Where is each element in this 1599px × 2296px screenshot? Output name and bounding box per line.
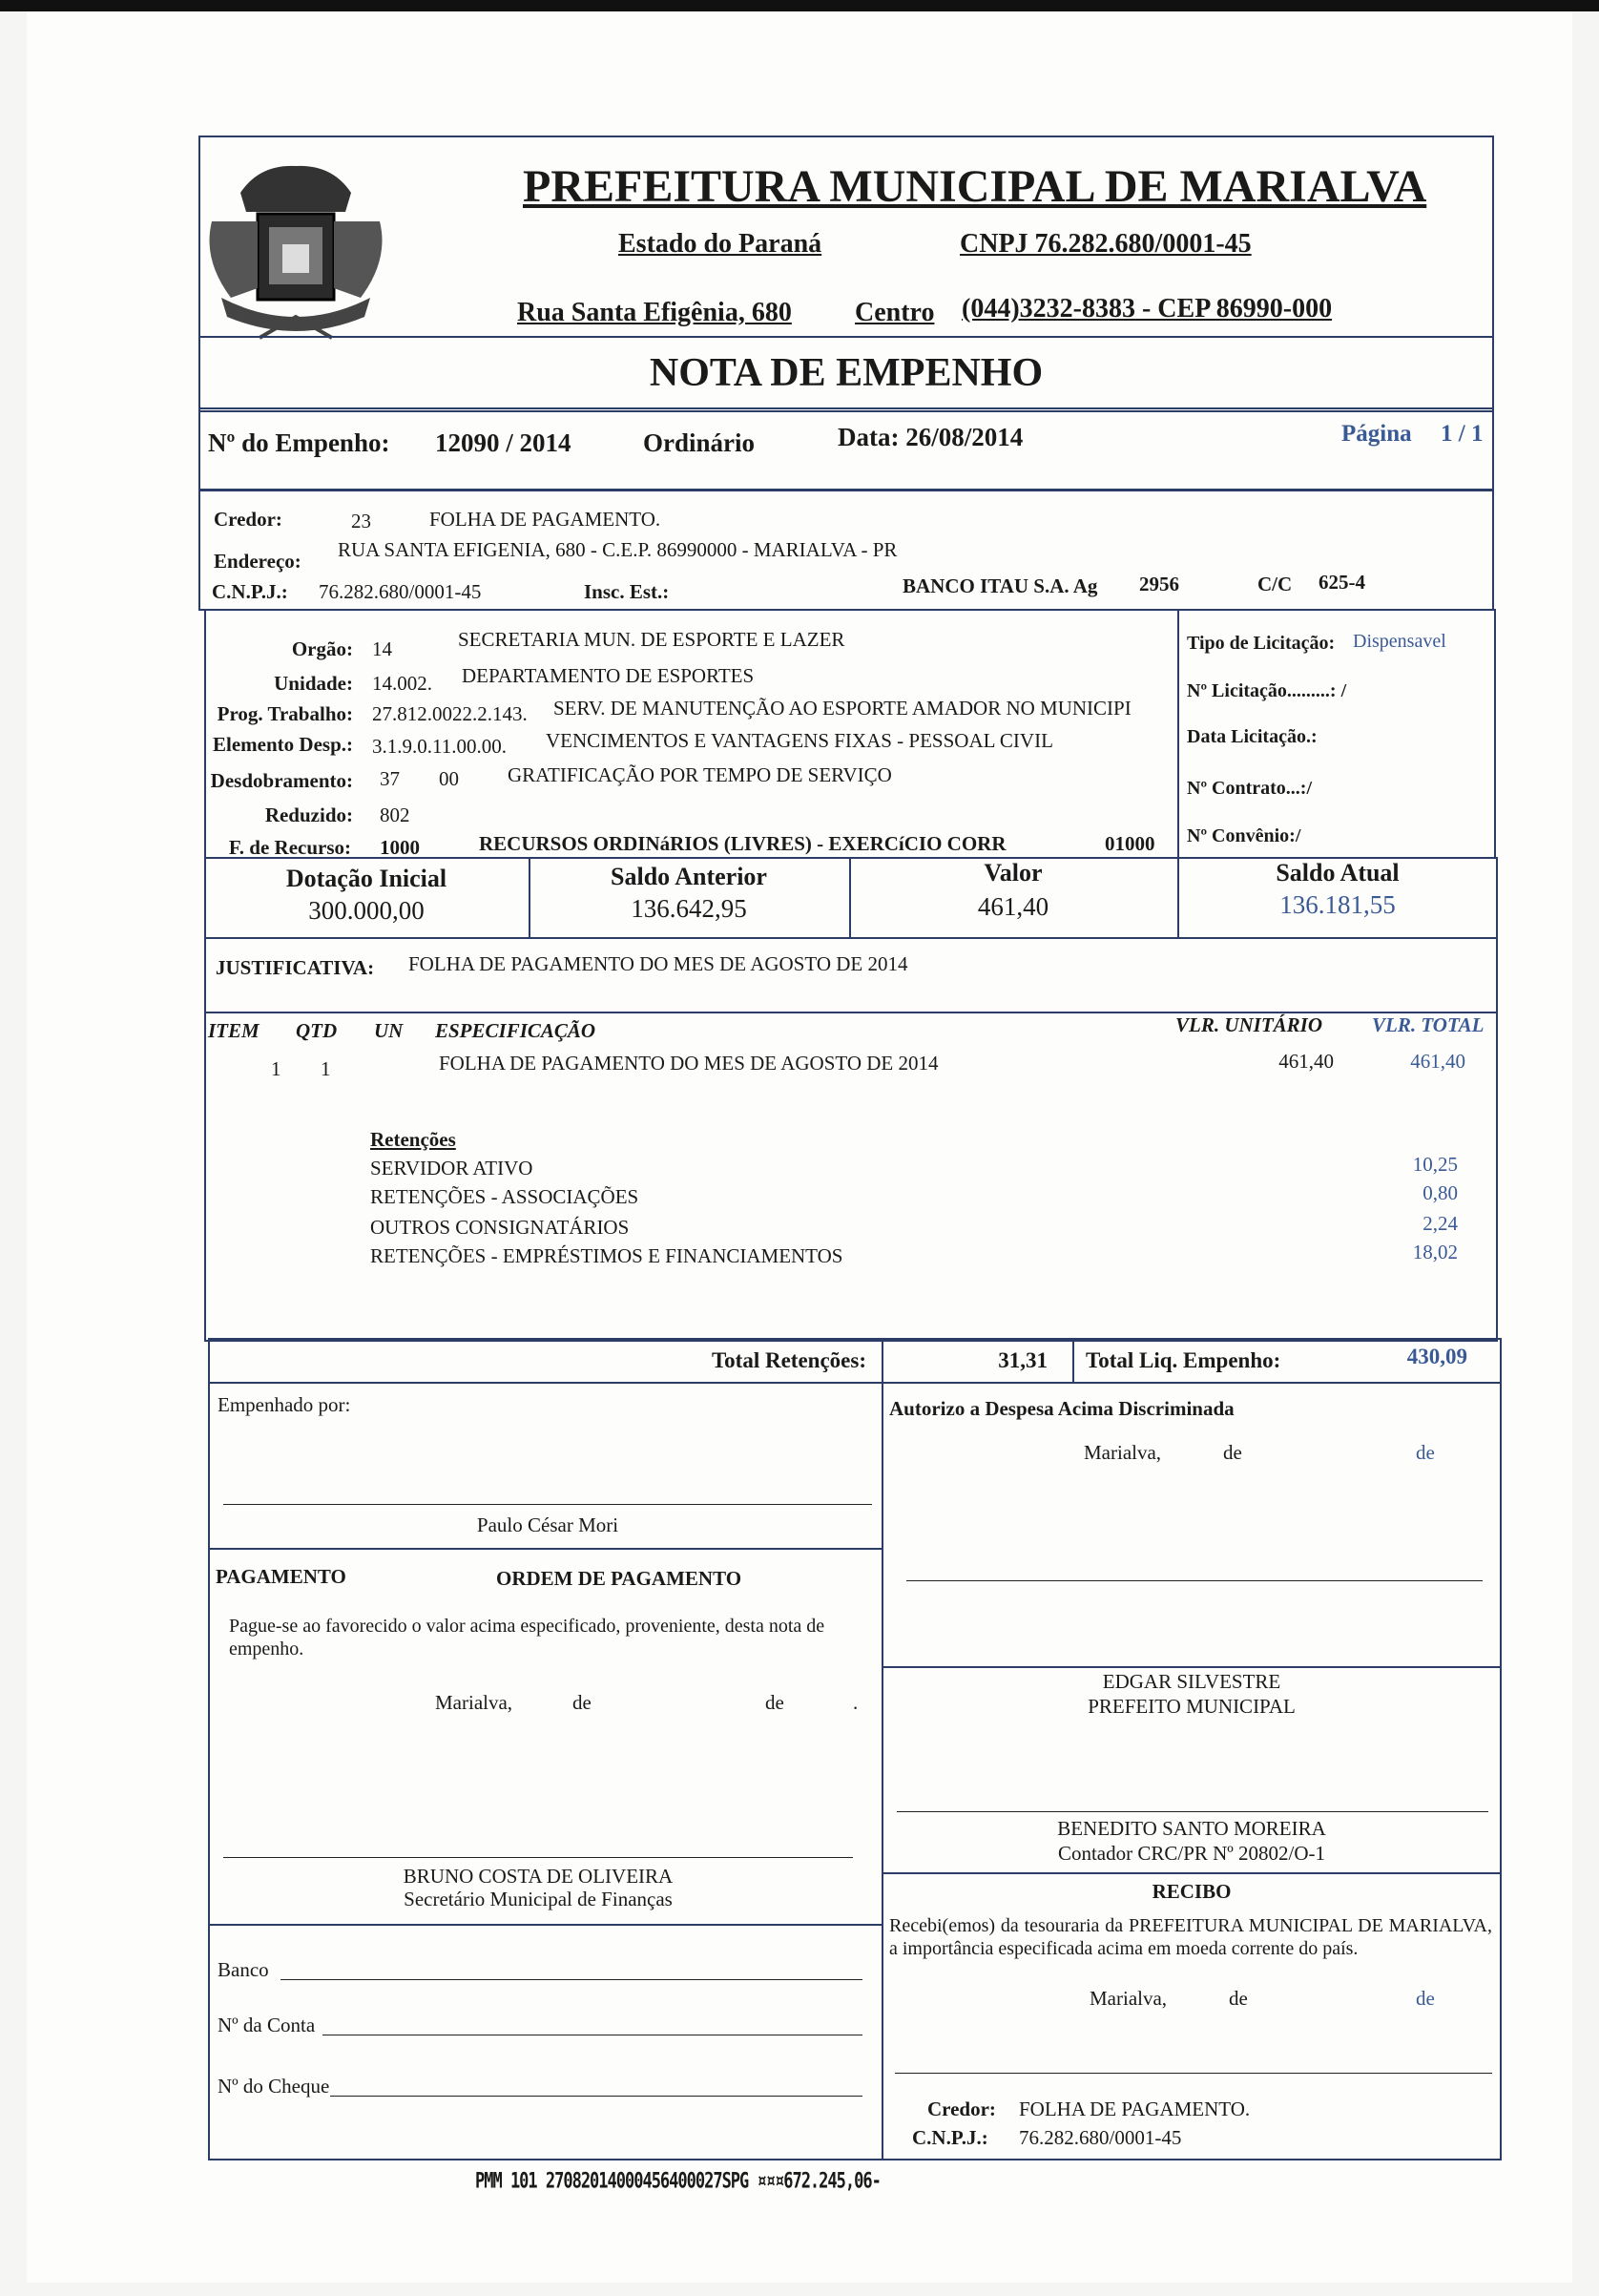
pagamento-signature-line <box>223 1857 853 1858</box>
valor-value: 461,40 <box>977 892 1049 921</box>
autorizo-de-1: de <box>1223 1441 1242 1464</box>
retencao-label: RETENÇÕES - ASSOCIAÇÕES <box>370 1185 639 1208</box>
saldo-anterior-label: Saldo Anterior <box>611 863 767 890</box>
saldo-atual-value: 136.181,55 <box>1279 890 1396 919</box>
prefeito-role: PREFEITO MUNICIPAL <box>1088 1695 1296 1718</box>
credor-name: FOLHA DE PAGAMENTO. <box>429 508 661 531</box>
empenhado-label: Empenhado por: <box>218 1393 351 1416</box>
empenhado-bottom-line <box>208 1548 882 1550</box>
cnpj-label: C.N.P.J.: <box>212 580 288 603</box>
pagamento-de-1: de <box>572 1691 592 1714</box>
lower-divider <box>882 1382 883 2160</box>
total-liquido-label: Total Liq. Empenho: <box>1086 1348 1281 1372</box>
pagamento-signer-role: Secretário Municipal de Finanças <box>404 1888 673 1910</box>
unidade-label: Unidade: <box>274 672 353 695</box>
pagamento-text: Pague-se ao favorecido o valor acima especificado, proveniente, desta nota de empenho. <box>229 1616 825 1659</box>
recibo-cnpj: 76.282.680/0001-45 <box>1019 2126 1182 2149</box>
retencao-value: 10,25 <box>1412 1153 1458 1176</box>
recibo-credor: FOLHA DE PAGAMENTO. <box>1019 2098 1251 2120</box>
scan-edge <box>0 0 1599 11</box>
justificativa-label: JUSTIFICATIVA: <box>216 956 375 979</box>
elemento-name: VENCIMENTOS E VANTAGENS FIXAS - PESSOAL CIVIL <box>546 729 1053 752</box>
banco-field[interactable] <box>280 1979 862 1980</box>
credor-cnpj: 76.282.680/0001-45 <box>319 580 482 603</box>
recurso-label: F. de Recurso: <box>228 836 351 859</box>
header-cnpj: CNPJ 76.282.680/0001-45 <box>960 229 1252 259</box>
recibo-title: RECIBO <box>1152 1880 1232 1903</box>
empenho-number: 12090 / 2014 <box>435 428 571 457</box>
autorizo-de-2: de <box>1416 1441 1435 1464</box>
desdob-label: Desdobramento: <box>210 769 353 792</box>
dotacao-inicial-value: 300.000,00 <box>308 896 425 925</box>
col-spec: ESPECIFICAÇÃO <box>435 1019 596 1042</box>
reduzido-value: 802 <box>380 804 410 826</box>
cc-number: 625-4 <box>1319 571 1365 594</box>
ordem-pagamento: ORDEM DE PAGAMENTO <box>496 1567 742 1590</box>
elemento-code: 3.1.9.0.11.00.00. <box>372 735 507 758</box>
recibo-de-1: de <box>1229 1987 1248 2010</box>
municipality-title: PREFEITURA MUNICIPAL DE MARIALVA <box>523 161 1427 212</box>
retencao-value: 2,24 <box>1422 1212 1458 1235</box>
unidade-name: DEPARTAMENTO DE ESPORTES <box>462 664 755 687</box>
banco-label: Banco <box>218 1958 269 1981</box>
conta-label: Nº da Conta <box>218 2014 316 2036</box>
licitacao-date: Data Licitação.: <box>1187 726 1318 747</box>
contador-signature-line <box>897 1811 1488 1812</box>
address-label: Endereço: <box>214 550 301 573</box>
prog-label: Prog. Trabalho: <box>217 702 353 725</box>
recibo-text: Recebi(emos) da tesouraria da PREFEITURA MUNICIPAL DE MARIALVA, a importância especificada acima em moeda corrente do país. <box>889 1915 1492 1959</box>
valor-label: Valor <box>984 859 1043 887</box>
empenho-number-label: Nº do Empenho: <box>208 428 390 457</box>
contador-name: BENEDITO SANTO MOREIRA <box>1057 1817 1326 1840</box>
cc-label: C/C <box>1257 573 1293 595</box>
dotacao-inicial-label: Dotação Inicial <box>285 865 447 892</box>
contador-bottom-line <box>882 1872 1502 1874</box>
lower-frame <box>208 1382 1502 2160</box>
col-un: UN <box>374 1019 404 1042</box>
insc-label: Insc. Est.: <box>584 580 670 603</box>
pagamento-signer: BRUNO COSTA DE OLIVEIRA <box>403 1865 674 1888</box>
row-item: 1 <box>271 1057 281 1080</box>
prog-name: SERV. DE MANUTENÇÃO AO ESPORTE AMADOR NO MUNICIPI <box>553 697 1132 720</box>
pagamento-place: Marialva, <box>435 1691 513 1714</box>
unidade-code: 14.002. <box>372 672 432 695</box>
document-page <box>27 11 1572 2283</box>
retencao-value: 18,02 <box>1412 1241 1458 1263</box>
justificativa-text: FOLHA DE PAGAMENTO DO MES DE AGOSTO DE 2014 <box>408 952 908 975</box>
retencao-value: 0,80 <box>1422 1181 1458 1204</box>
orgao-code: 14 <box>372 637 392 660</box>
cheque-label: Nº do Cheque <box>218 2075 330 2098</box>
header-street: Rua Santa Efigênia, 680 <box>517 298 792 327</box>
recibo-de-2: de <box>1416 1987 1435 2010</box>
doc-title: NOTA DE EMPENHO <box>649 351 1044 395</box>
autorizo-bottom-line <box>882 1666 1502 1668</box>
orgao-label: Orgão: <box>291 637 353 660</box>
retencao-label: OUTROS CONSIGNATÁRIOS <box>370 1216 630 1239</box>
desdob-sub: 00 <box>439 767 459 790</box>
credor-label: Credor: <box>214 508 282 531</box>
total-retencoes-label: Total Retenções: <box>711 1348 866 1372</box>
row-unit-value: 461,40 <box>1278 1050 1334 1073</box>
header-district: Centro <box>855 298 935 327</box>
pagamento-de-2: de <box>765 1691 784 1714</box>
licitacao-number: Nº Licitação.........: / <box>1187 680 1347 701</box>
recibo-place: Marialva, <box>1090 1987 1168 2010</box>
bank-name: BANCO ITAU S.A. Ag <box>903 574 1098 597</box>
licitacao-tipo-label: Tipo de Licitação: <box>1187 633 1336 654</box>
totals-divider-2 <box>1072 1338 1074 1384</box>
credor-address: RUA SANTA EFIGENIA, 680 - C.E.P. 86990000 - MARIALVA - PR <box>338 538 898 561</box>
total-liquido-value: 430,09 <box>1406 1345 1467 1368</box>
saldo-anterior-value: 136.642,95 <box>631 894 747 923</box>
empenhado-name: Paulo César Mori <box>476 1513 619 1536</box>
cheque-field[interactable] <box>330 2096 862 2097</box>
row-total-value: 461,40 <box>1410 1050 1465 1073</box>
reduzido-label: Reduzido: <box>264 804 353 826</box>
col-unit-value: VLR. UNITÁRIO <box>1175 1013 1323 1036</box>
orgao-name: SECRETARIA MUN. DE ESPORTE E LAZER <box>458 628 845 651</box>
total-retencoes-value: 31,31 <box>998 1348 1048 1372</box>
row-qtd: 1 <box>321 1057 331 1080</box>
col-item: ITEM <box>208 1019 260 1042</box>
totals-divider-1 <box>882 1338 883 1384</box>
recurso-name: RECURSOS ORDINáRIOS (LIVRES) - EXERCíCIO CORR <box>479 832 1007 855</box>
recurso-number: 01000 <box>1105 832 1155 855</box>
autorizo-label: Autorizo a Despesa Acima Discriminada <box>889 1397 1235 1420</box>
page-number: 1 / 1 <box>1441 421 1484 447</box>
empenho-date: Data: 26/08/2014 <box>838 423 1024 451</box>
contador-role: Contador CRC/PR Nº 20802/O-1 <box>1057 1842 1326 1865</box>
convenio-number: Nº Convênio:/ <box>1187 825 1301 846</box>
credor-code: 23 <box>351 510 371 532</box>
recibo-signature-line <box>895 2073 1492 2074</box>
empenho-type: Ordinário <box>643 428 756 457</box>
licitacao-tipo: Dispensavel <box>1353 631 1446 652</box>
elemento-label: Elemento Desp.: <box>213 733 353 756</box>
desdob-name: GRATIFICAÇÃO POR TEMPO DE SERVIÇO <box>508 763 892 786</box>
desdob-code: 37 <box>380 767 400 790</box>
retencao-label: SERVIDOR ATIVO <box>370 1157 533 1179</box>
autorizo-signature-line <box>906 1580 1483 1581</box>
recurso-code: 1000 <box>380 836 420 859</box>
contrato-number: Nº Contrato...:/ <box>1187 778 1313 799</box>
pagamento-bottom-line <box>208 1924 882 1926</box>
col-total-value: VLR. TOTAL <box>1372 1013 1485 1036</box>
footer-code: PMM 101 27082014000456400027SPG ¤¤¤672.245,06- <box>475 2169 881 2194</box>
prefeito-name: EDGAR SILVESTRE <box>1102 1670 1281 1693</box>
retencao-label: RETENÇÕES - EMPRÉSTIMOS E FINANCIAMENTOS <box>370 1244 843 1267</box>
justificativa-frame <box>204 937 1498 1013</box>
dotacao-divider <box>1177 609 1179 859</box>
col-qtd: QTD <box>296 1019 338 1042</box>
state-name: Estado do Paraná <box>618 229 822 259</box>
header-phone-cep: (044)3232-8383 - CEP 86990-000 <box>962 294 1333 324</box>
pagamento-dot: . <box>853 1691 859 1714</box>
retencoes-title: Retenções <box>370 1128 456 1151</box>
pagamento-label: PAGAMENTO <box>216 1565 346 1588</box>
page-label: Página <box>1341 421 1412 447</box>
recibo-cnpj-label: C.N.P.J.: <box>912 2126 988 2149</box>
empenhado-signature-line <box>223 1504 872 1505</box>
coat-of-arms-icon <box>202 155 389 345</box>
saldo-atual-label: Saldo Atual <box>1276 859 1400 887</box>
recibo-credor-label: Credor: <box>927 2098 996 2120</box>
bank-agency: 2956 <box>1139 573 1179 595</box>
prog-code: 27.812.0022.2.143. <box>372 702 528 725</box>
autorizo-place: Marialva, <box>1084 1441 1162 1464</box>
row-spec: FOLHA DE PAGAMENTO DO MES DE AGOSTO DE 2014 <box>439 1052 939 1075</box>
